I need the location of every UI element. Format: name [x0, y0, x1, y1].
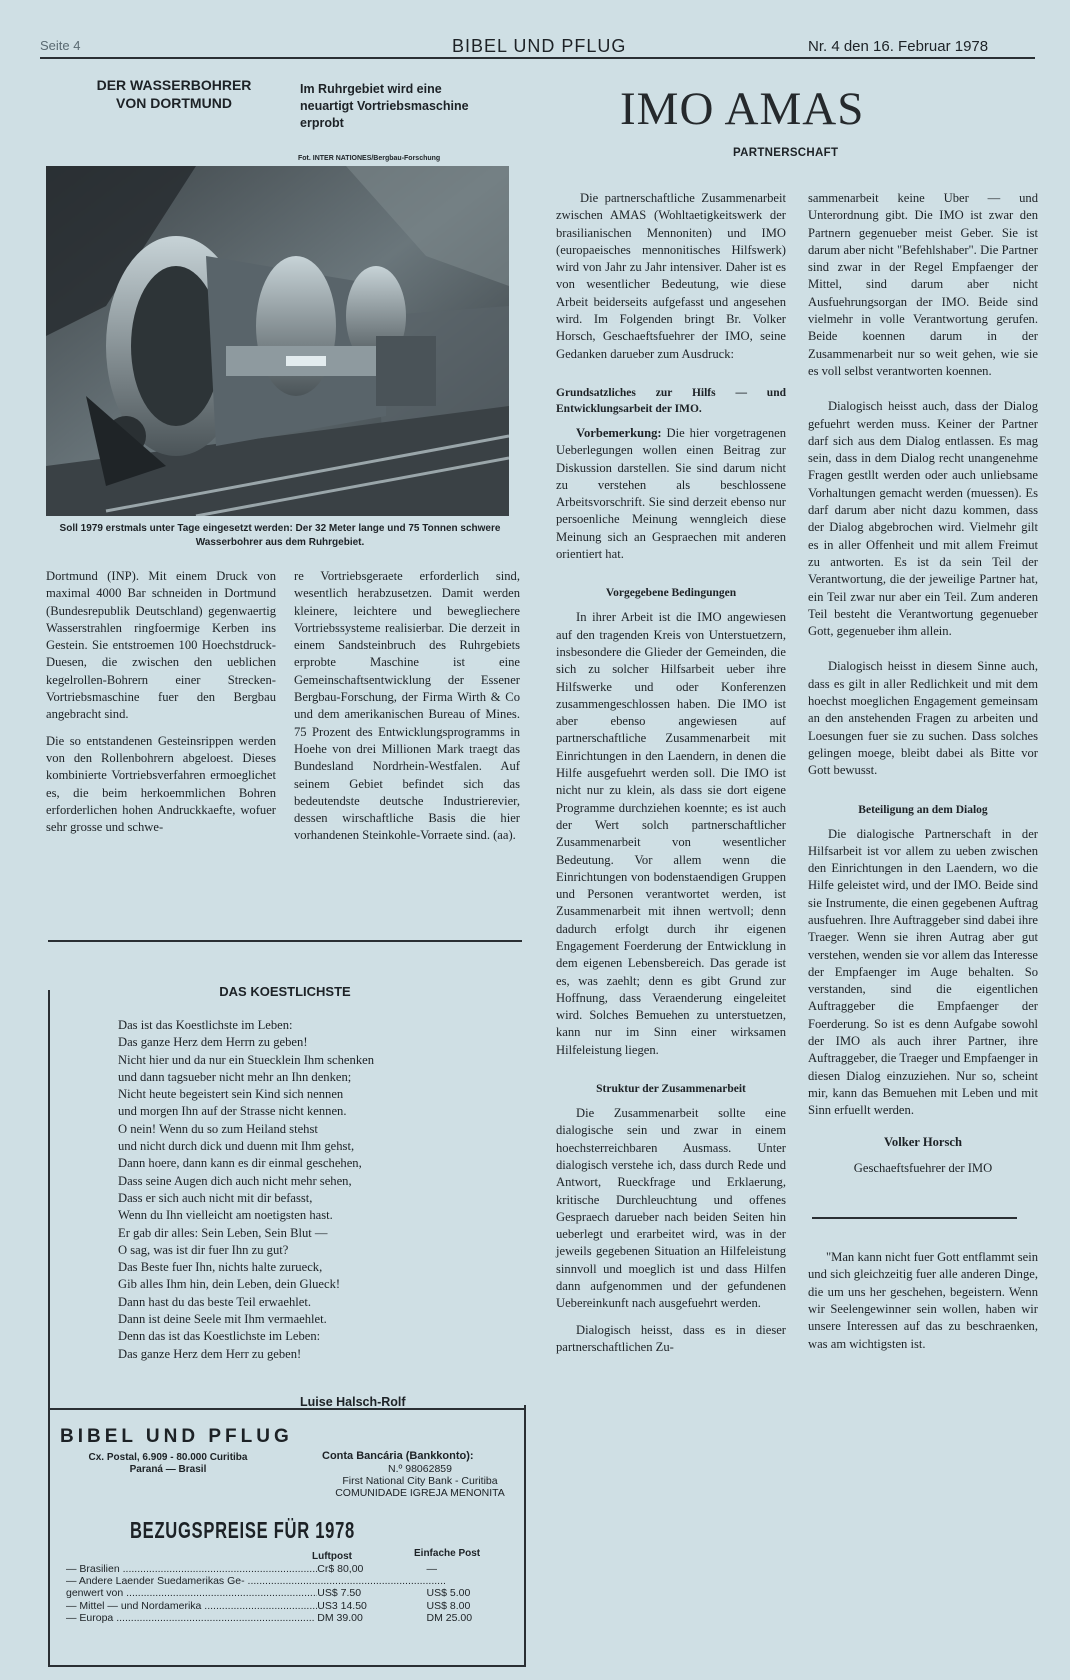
- issue-date: Nr. 4 den 16. Februar 1978: [808, 38, 989, 55]
- price-einfache: DM 25.00: [426, 1611, 473, 1624]
- header-rule: [40, 57, 1035, 59]
- author-name: Volker Horsch: [883, 1134, 962, 1149]
- section-heading: Struktur der Zusammenarbeit: [596, 1083, 746, 1096]
- tunnel-boring-machine-photo: [46, 166, 509, 516]
- poem-line: Dass seine Augen dich auch nicht mehr sehen,: [118, 1173, 352, 1188]
- poem-line: Das ist das Koestlichste im Leben:: [118, 1018, 293, 1032]
- region: — Andere Laender Suedamerikas Ge- .....: [66, 1575, 319, 1587]
- price-luftpost: Cr$ 80,00: [317, 1563, 364, 1575]
- subscription-title: BIBEL UND PFLUG: [60, 1426, 293, 1447]
- poem-author: Luise Halsch-Rolf: [300, 1395, 406, 1409]
- section-heading: Vorgegebene Bedingungen: [605, 587, 737, 600]
- poem-line: Das ganze Herz dem Herrn zu geben!: [118, 1035, 308, 1050]
- paragraph: Dortmund (INP). Mit einem Druck von maximal 4000 Bar schneiden in Dortmund (Bundesrepublik Deutschland) gegenwaertig Wasserstrahlen ringfoermige Kerben ins Gestein. Sie entstroemen 100 Hoechstdruck-Duesen, die zwischen den ueblichen kegelrollen-Bohrern einer Strecken-Vortriebsmaschine fuer den Bergbau angebracht sind.: [46, 569, 276, 722]
- price-row: [66, 1587, 506, 1599]
- quote: "Man kann nicht fuer Gott entflammt sein und sich gleichzeitig fuer alle anderen Dinge, die um uns her geschehen, begeistern. Wenn wir Seelengewinner sein wollen, haben wir unsere Interessen auf das zu beschraenken, was am wichtigsten ist.: [808, 1250, 1038, 1351]
- poem-line: und morgen Ihn auf der Strasse nicht kennen.: [118, 1104, 347, 1119]
- poem-line: Dann ist deine Seele mit Ihm vermaehlet.: [118, 1312, 327, 1327]
- section-divider: [48, 940, 522, 942]
- article-title: IMO AMAS: [620, 83, 865, 135]
- region: genwert von .....: [66, 1587, 317, 1599]
- article-subtitle: PARTNERSCHAFT: [733, 147, 839, 159]
- region: — Europa .....: [66, 1612, 317, 1624]
- paper-title: BIBEL UND PFLUG: [452, 36, 627, 56]
- region: — Brasilien .....: [66, 1563, 317, 1575]
- photo-credit: Fot. INTER NATIONES/Bergbau-Forschung: [298, 155, 441, 162]
- article-column-2: [294, 568, 520, 845]
- author-role: Geschaeftsfuehrer der IMO: [853, 1160, 993, 1175]
- address-line: Cx. Postal, 6.909 - 80.000 Curitiba: [88, 1452, 248, 1463]
- poem-line: O sag, was ist dir fuer Ihn zu gut?: [118, 1242, 289, 1257]
- paragraph: In ihrer Arbeit ist die IMO angewiesen auf den tragenden Kreis von Unterstuetzern, insbesondere die Glieder der Gemeinden, die sich zu solcher Hilfsarbeit ueber ihre Hilfswerke und oder Konferenzen zusammengeschlossen haben. Die IMO ist aber ebenso angewiesen auf partnerschaftliche Zusammenarbeit mit Einrichtungen in den Laendern, in denen die Hilfe ausgefuehrt werden soll. Die IMO ist nicht nur zu klein, als dass sie dort eigene Programme durchziehen koennte; es ist auch der Wert solch partnerschaftlicher Zusammenarbeit von wesentlicher Bedeutung. Vor allem wenn die Einrichtungen von bodenstaendigen Gruppen und Personen verantwortet werden, ist Zusammenarbeit mit ihnen wertvoll; denn dadurch erfolgt durch ihr eigenen Engagement Foerderung der Entwicklung in dem eigenen Lebensbereich. Das gerade ist es, was zaehlt; denn es gibt Grund zur Hoffnung, dass Veraenderung eingeleitet wird. Solches Bemuehen zu unterstuetzen, kann nur im Sinn einer wirksamen Hilfeleistung liegen.: [556, 610, 786, 1057]
- section-heading: Grundsatzliches zur Hilfs — und Entwicklungsarbeit der IMO.: [556, 386, 786, 415]
- photo-caption: Soll 1979 erstmals unter Tage eingesetzt werden: Der 32 Meter lange und 75 Tonnen schwere Wasserbohrer aus dem Ruhrgebiet.: [59, 523, 501, 548]
- bank-line: COMUNIDADE IGREJA MENONITA: [335, 1487, 505, 1499]
- poem-line: Nicht hier und da nur ein Stuecklein Ihm schenken: [118, 1052, 375, 1067]
- paragraph: Dialogisch heisst in diesem Sinne auch, dass es gilt in aller Redlichkeit und mit dem hoechst moeglichen Engagement gemeinsam an den anstehenden Fragen zu arbeiten und Loesungen fuer sie zu suchen. Dass solches gelingen moege, bleibt dabei als Bitte vor Gott bewusst.: [808, 659, 1038, 778]
- poem-line: Gib alles Ihm hin, dein Leben, dein Glueck!: [118, 1277, 341, 1292]
- address-line: Paraná — Brasil: [129, 1464, 207, 1475]
- article-column-1: [46, 568, 276, 836]
- lead-in: Vorbemerkung:: [576, 425, 662, 440]
- section-heading: Beteiligung an dem Dialog: [858, 803, 988, 816]
- postal-address: [73, 1452, 263, 1476]
- paragraph-text: Die hier vorgetragenen Ueberlegungen wollen einen Beitrag zur Diskussion darstellen. Sie sind darum nicht zu verstehen als beschlossene Arbeitsvorschrift. Sie sind derzeit ebenso nur persoenliche Meinung wenngleich diese Meinung sich an Gespraechen mit anderen orientiert hat.: [556, 425, 786, 562]
- price-luftpost: DM 39.00: [317, 1611, 363, 1624]
- paragraph: Die so entstandenen Gesteinsrippen werden von den Rollenbohrern abgeloest. Dieses kombinierte Vortriebsverfahren ermoeglichet es, die beim herkoemmlichen Bohren erforderlichen hohen Andruckkaefte, wofuer sehr grosse und schwe-: [46, 733, 276, 835]
- section-divider: [812, 1217, 1017, 1219]
- imo-column-1: [556, 190, 786, 1356]
- poem-line: und dann tagsueber nicht mehr an Ihn denken;: [118, 1069, 352, 1084]
- bank-details: [300, 1463, 540, 1499]
- poem-line: Dann hoere, dann kann es dir einmal geschehen,: [118, 1156, 362, 1171]
- paragraph: Die dialogische Partnerschaft in der Hilfsarbeit ist vor allem zu ueben zwischen den Einrichtungen in den Laendern, wo die Hilfe geleistet wird, und der IMO. Beide sind sie Instrumente, die einen gegebenen Auftrag ausfuehren. Ihre Auftraggeber sind dabei ihre Traeger. Wenn sie ihren Autrag aber gut verstehen, wenden sie vor allem das Interesse der Empfaenger im Auge behalten. So verstanden, sind die eigentlichen Auftraggeber die Empfaenger der Foerderung. So ist es denn Aufgabe sowohl der IMO als auch ihrer Partner, ihre Auftraggeber, die Traeger und Empfaenger in diesen Dialog einzuziehen. Nur so, scheint mir, kann das Bemuehen mit Leben und mit Sinn erfuellt werden.: [808, 826, 1038, 1118]
- paragraph: re Vortriebsgeraete erforderlich sind, wesentlich herabzusetzen. Damit werden kleinere, leichtere und bewegliechere Vortriebssysteme realisierbar. Die derzeit in einem Sandsteinbruch des Ruhrgebiets erprobte Maschine ist eine Gemeinschaftsentwicklung der Essener Bergbau-Forschung, der Firma Wirth & Co und dem amerikanischen Bureau of Mines. 75 Prozent des Entwicklungsprogramms in Hoehe von drei Millionen Mark traegt das Bundesland Nordrhein-Westfalen. Auf seinem Gebiet befindet sich das bedeutendste deutsche Industrierevier, dessen wirschaftliche Basis die hier vorhandenen Steinkohle-Vorraete sind. (aa).: [294, 569, 520, 843]
- region: — Mittel — und Nordamerika .....: [66, 1600, 317, 1612]
- price-einfache: US$ 8.00: [426, 1599, 471, 1612]
- price-einfache: US$ 5.00: [426, 1587, 471, 1600]
- poem-line: Das Beste fuer Ihn, nichts halte zurueck,: [118, 1260, 323, 1275]
- page-label: Seite 4: [40, 38, 81, 53]
- price-row: [66, 1612, 506, 1624]
- poem-line: Das ganze Herz dem Herr zu geben!: [118, 1346, 302, 1361]
- column-header-luftpost: Luftpost: [312, 1551, 352, 1562]
- poem-line: Dass er sich auch nicht mit dir befasst,: [118, 1190, 313, 1205]
- poem-line: Denn das ist das Koestlichste im Leben:: [118, 1329, 321, 1344]
- prices-heading: BEZUGSPREISE FÜR 1978: [130, 1517, 355, 1543]
- intro-paragraph: Die partnerschaftliche Zusammenarbeit zwischen AMAS (Wohltaetigkeitswerk der brasilianischen Mennoniten) und IMO (europaeisches mennonitisches Hilfswerk) wird von Jahr zu Jahr intensiver. Daher ist es von wesentlicher Bedeutung, wie diese Arbeit beiderseits aufgefasst und angesehen wird. Im Folgenden bringt Br. Volker Horsch, Geschaeftsfuehrer der IMO, seine Gedanken darueber zum Ausdruck:: [556, 191, 786, 361]
- bank-line: N.º 98062859: [388, 1463, 452, 1475]
- paragraph: Die Zusammenarbeit sollte eine dialogische sein und zwar in einem hoechsterreichbaren Ausmass. Unter dialogisch verstehe ich, dass durch Rede und Antwort, Rueckfrage und Erklaerung, kritische Durchleuchtung und offenes Gespraech darueber nach beiden Seiten hin ueberlegt und erarbeitet wird, was in der jeweils gegebenen Situation an Hilfeleistung sinnvoll und moeglich ist und dass Hilfen dann aufgenommen und der gefundenen Uebereinkunft nach ausgefuehrt werden.: [556, 1106, 786, 1311]
- price-row: [66, 1600, 506, 1612]
- bank-account-label: Conta Bancária (Bankkonto):: [322, 1450, 474, 1462]
- paragraph: Dialogisch heisst auch, dass der Dialog gefuehrt werden muss. Keiner der Partner darf sich aus dem Dialog entlassen. Es mag sein, dass in dem Dialog recht unangenehme Fragen gestllt werden oder auch unliebsame Vorhaltungen gemacht werden (muessen). Es darf darum aber nicht dazu kommen, dass der Dialog abgebrochen wird. Vielmehr gilt es in aller Offenheit und mit allem Freimut zu antworten. Es ist da sein Teil der Verantwortung, die der jeweilige Partner hat, ein Teil zwar nur aber ein Teil. Zum anderen Teil besteht die Verantwortung gegenueber Gott, gegenueber ihm allein.: [808, 399, 1038, 639]
- price-table: [66, 1563, 506, 1624]
- paragraph: Dialogisch heisst, dass es in dieser partnerschaftlichen Zu-: [556, 1322, 786, 1354]
- article-headline: DER WASSERBOHRER VON DORTMUND: [96, 77, 252, 111]
- column-header-einfache-post: Einfache Post: [414, 1548, 481, 1559]
- poem-body: [118, 1017, 528, 1363]
- price-row: [66, 1563, 506, 1575]
- poem-title: DAS KOESTLICHSTE: [219, 984, 351, 999]
- price-row: [66, 1575, 506, 1587]
- article-subheadline: Im Ruhrgebiet wird eine neuartigt Vortriebsmaschine erprobt: [300, 82, 469, 130]
- poem-line: und nicht durch dick und duenn mit Ihm gehst,: [118, 1139, 355, 1154]
- paragraph: sammenarbeit keine Uber — und Unterordnung gibt. Die IMO ist zwar den Partnern gegenueber meist Geber. Sie ist darum aber nicht "Befehlshaber". Die Partner sind zwar in der Regel Empfaenger der Mittel, sind darum aber nicht Ausfuehrungsorgan der IMO. Beide sind vielmehr in volle Verantwortung gerufen. Beide koennen darum in der Zusammenarbeit nur so weit gehen, wie sie es voll selbst verantworten koennen.: [808, 191, 1038, 378]
- price-luftpost: US$ 7.50: [317, 1587, 362, 1600]
- imo-column-2: [808, 190, 1038, 1353]
- poem-line: O nein! Wenn du so zum Heiland stehst: [118, 1121, 318, 1136]
- paragraph: [556, 425, 786, 563]
- bank-line: First National City Bank - Curitiba: [342, 1475, 498, 1487]
- price-einfache: —: [426, 1563, 438, 1575]
- poem-line: Er gab dir alles: Sein Leben, Sein Blut —: [118, 1225, 328, 1240]
- poem-line: Nicht heute begeistert sein Kind sich nennen: [118, 1087, 344, 1102]
- poem-line: Wenn du Ihn vielleicht am noetigsten hast.: [118, 1208, 333, 1223]
- price-luftpost: US3 14.50: [317, 1599, 367, 1612]
- poem-line: Dann hast du das beste Teil erwaehlet.: [118, 1294, 311, 1309]
